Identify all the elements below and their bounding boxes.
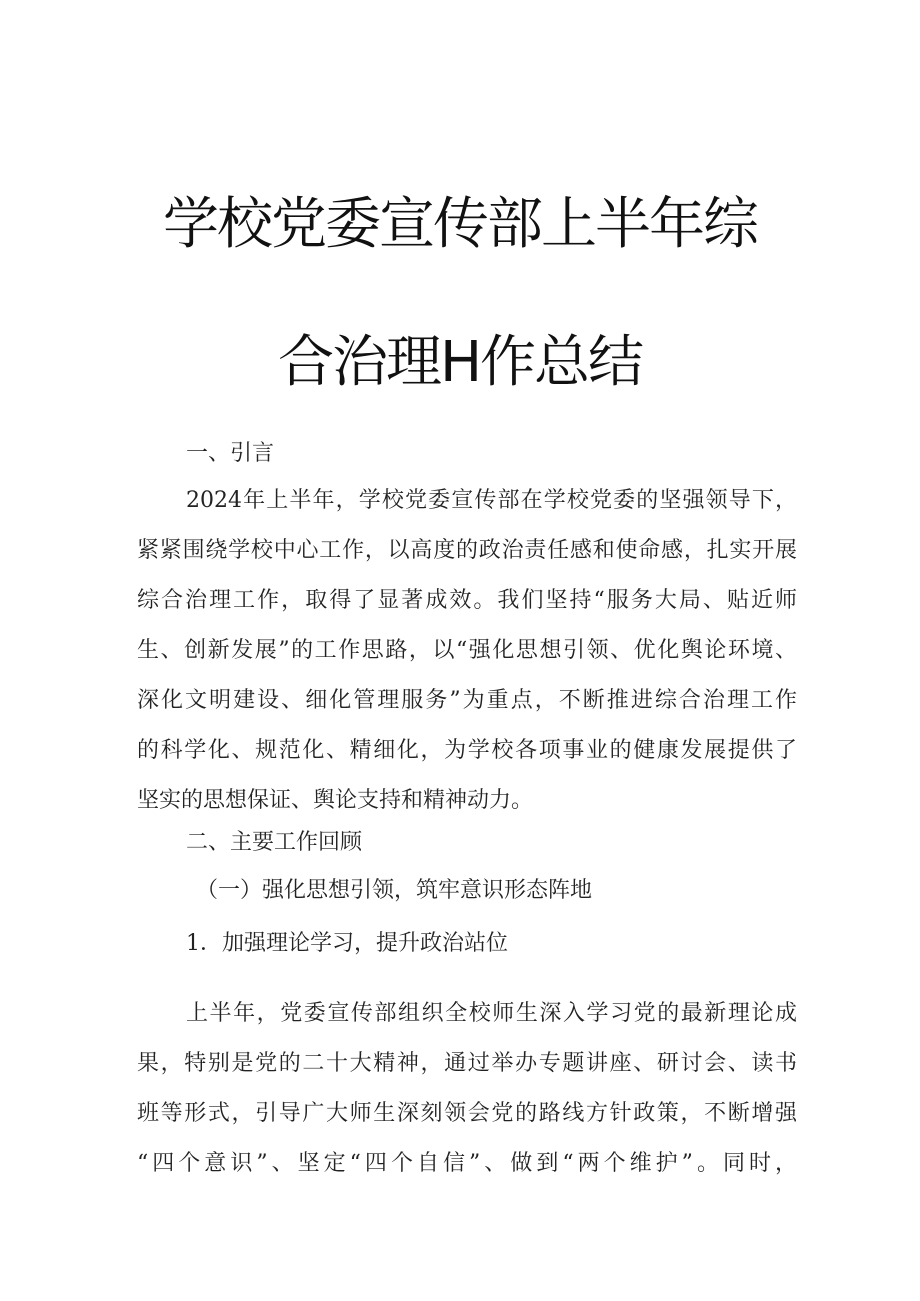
paragraph-line: 班等形式，引导广大师生深刻领会党的路线方针政策，不断增强 [137,1101,797,1126]
paragraph-line: 紧紧围绕学校中心工作，以高度的政治责任感和使命感，扎实开展 [137,538,797,563]
paragraph-line: “四个意识”、坚定“四个自信”、做到“两个维护”。同时， [137,1151,797,1176]
paragraph-line: 2024年上半年，学校党委宣传部在学校党委的坚强领导下， [186,488,797,513]
section-heading-intro: 一、引言 [186,441,275,466]
paragraph-line: 的科学化、规范化、精细化，为学校各项事业的健康发展提供了 [137,738,797,763]
document-title-line-2: 合治理H作总结 [277,330,643,395]
subsection-heading-1: （一）强化思想引领，筑牢意识形态阵地 [196,878,593,903]
paragraph-line: 综合治理工作，取得了显著成效。我们坚持“服务大局、贴近师 [137,588,797,613]
section-heading-review: 二、主要工作回顾 [186,830,363,855]
paragraph-line: 坚实的思想保证、舆论支持和精神动力。 [137,788,534,813]
paragraph-line: 深化文明建设、细化管理服务”为重点，不断推进综合治理工作 [137,688,797,713]
item-heading-1: 1．加强理论学习，提升政治站位 [186,931,508,956]
paragraph-line: 上半年，党委宣传部组织全校师生深入学习党的最新理论成 [186,1001,797,1026]
paragraph-line: 生、创新发展”的工作思路，以“强化思想引领、优化舆论环境、 [137,638,797,663]
document-title-line-1: 学校党委宣传部上半年综 [163,192,757,257]
paragraph-line: 果，特别是党的二十大精神，通过举办专题讲座、研讨会、读书 [137,1051,797,1076]
